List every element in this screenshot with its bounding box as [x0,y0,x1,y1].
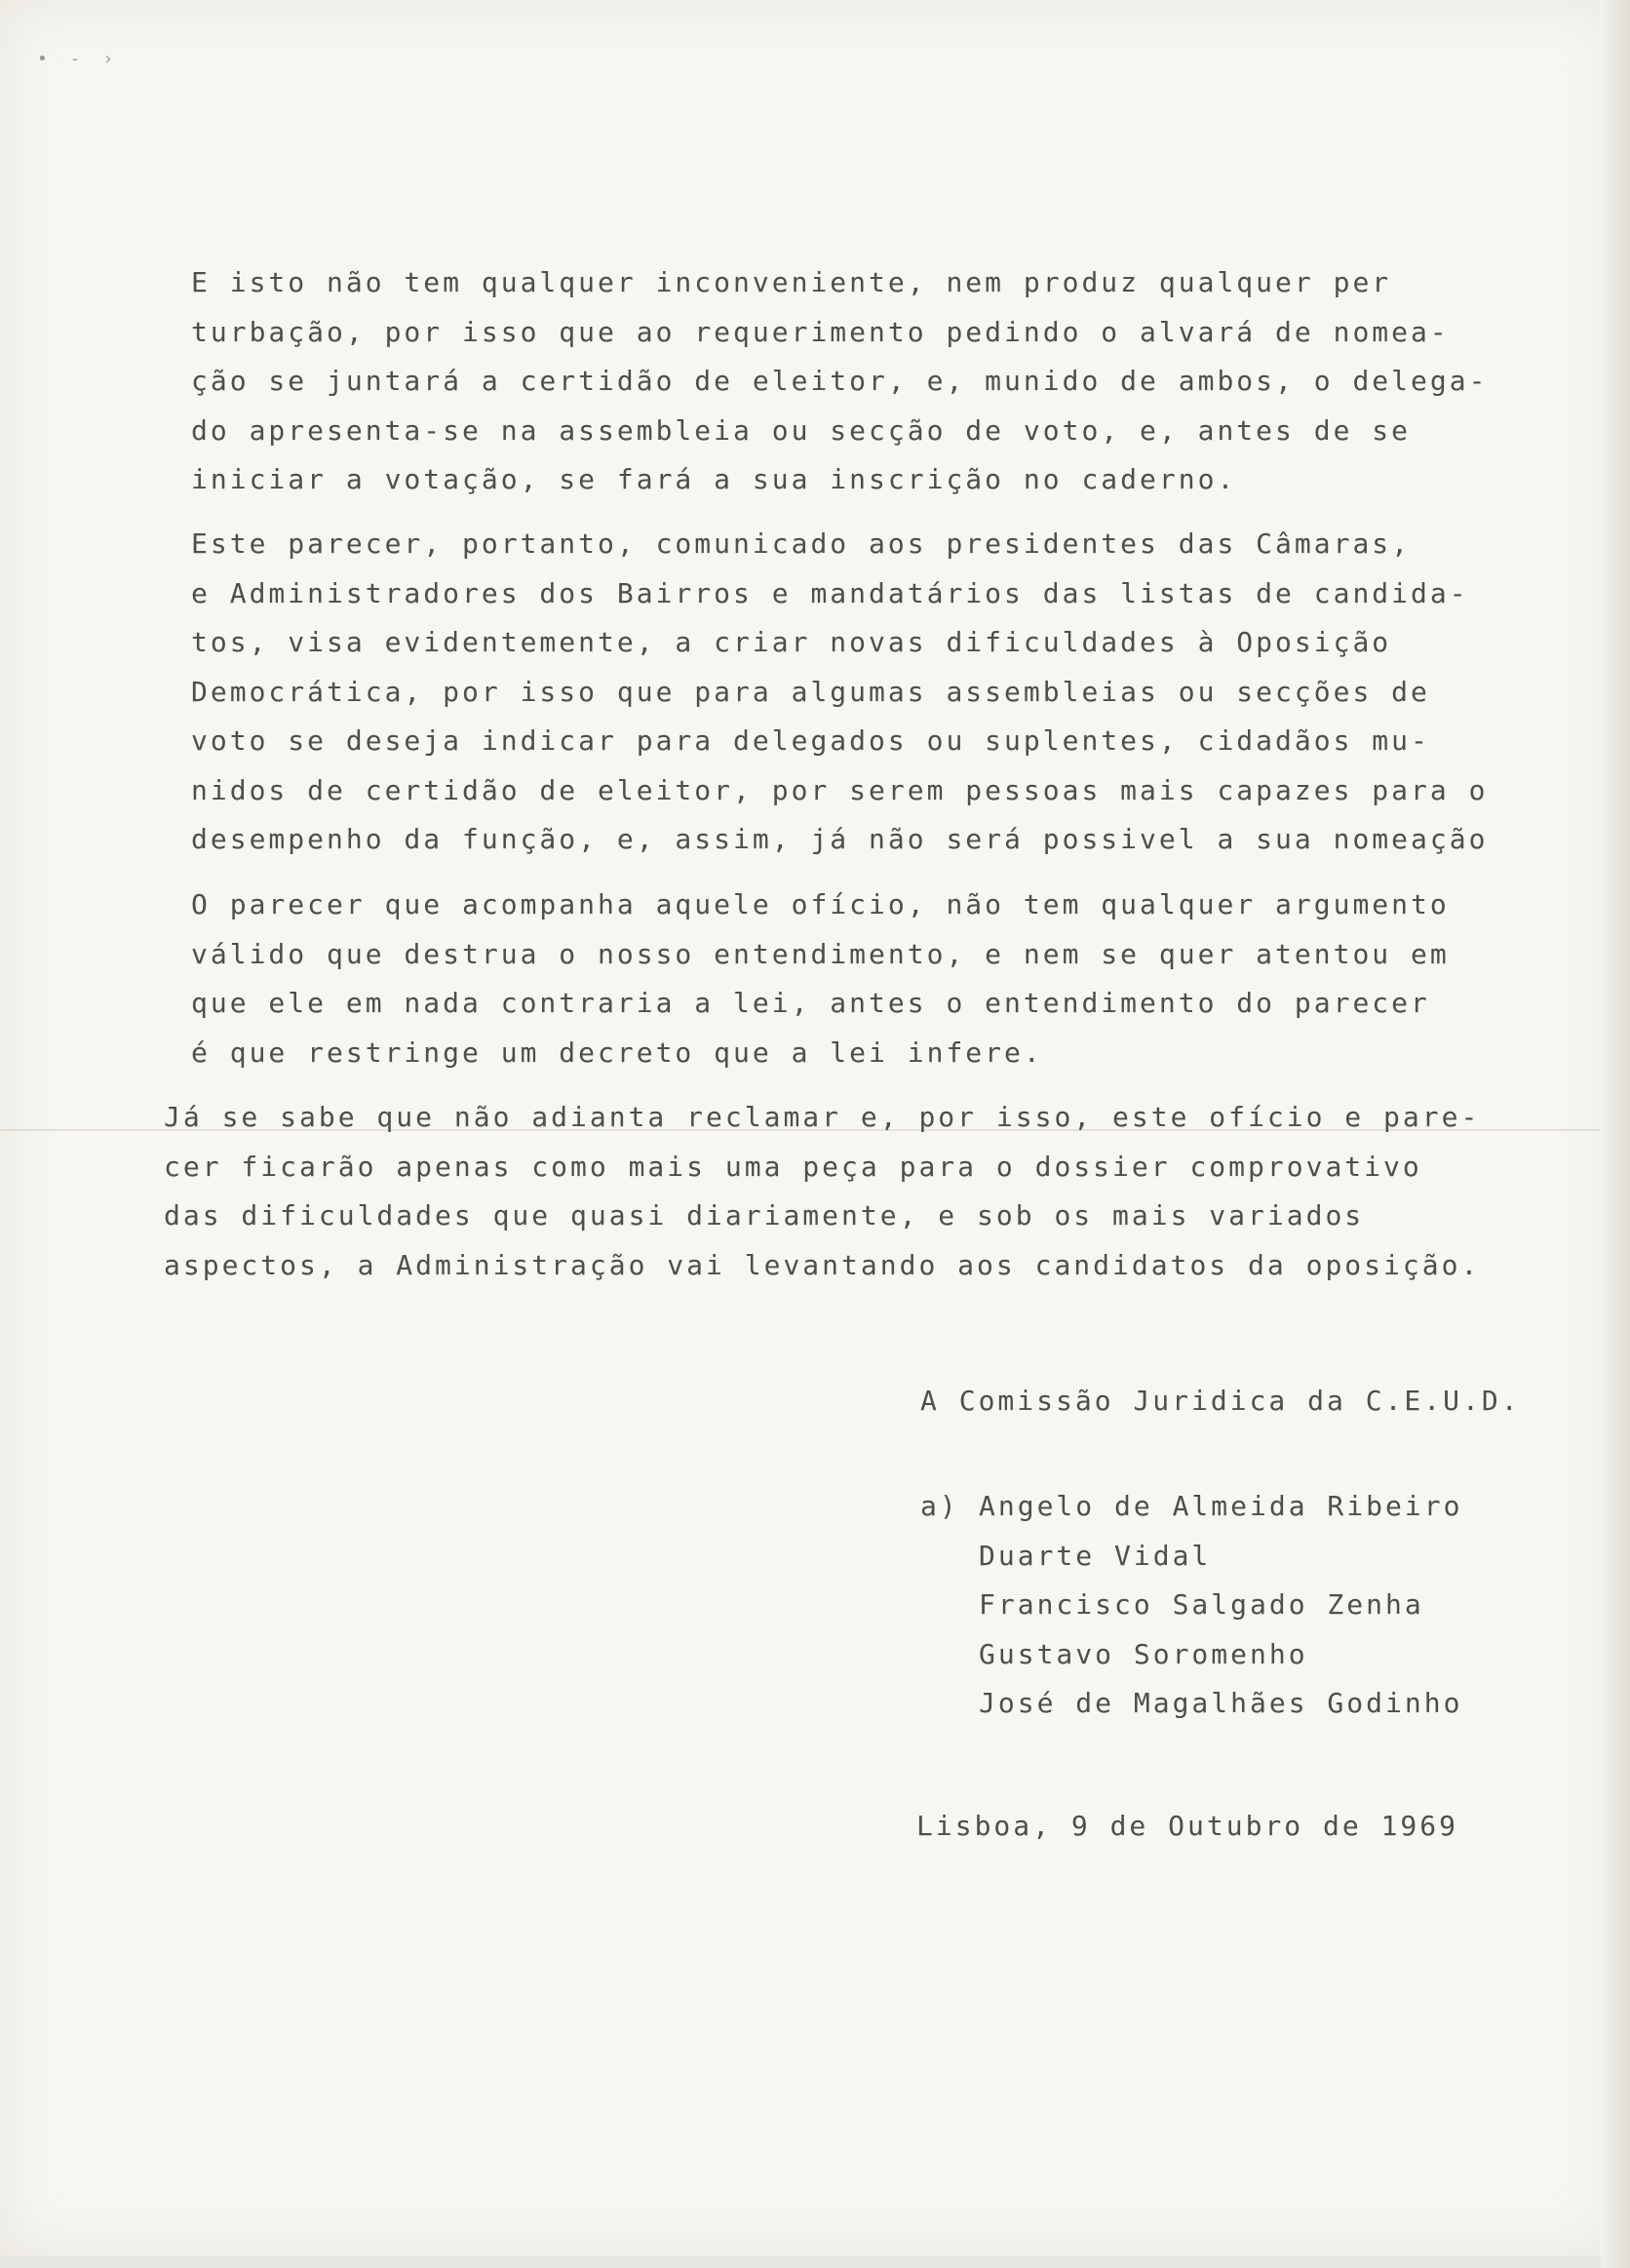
paragraph-3 [191,880,1450,1077]
paper-edge [1601,0,1630,2268]
text-line: ção se juntará a certidão de eleitor, e, munido de ambos, o delega- [191,365,1489,397]
text-line: é que restringe um decreto que a lei infere. [191,1036,1043,1069]
text-line: Este parecer, portanto, comunicado aos presidentes das Câmaras, [191,528,1412,560]
text-line: voto se deseja indicar para delegados ou suplentes, cidadãos mu- [191,724,1430,757]
signatory [920,1482,1462,1532]
signatory-name: Francisco Salgado Zenha [979,1588,1424,1621]
signatory-name: Angelo de Almeida Ribeiro [979,1490,1463,1522]
text-line: O parecer que acompanha aquele ofício, não tem qualquer argumento [191,888,1450,920]
signatories-list [920,1482,1462,1729]
signatory-name: Gustavo Soromenho [979,1637,1308,1670]
text-line: nidos de certidão de eleitor, por serem pessoas mais capazes para o [191,773,1489,806]
text-line: do apresenta-se na assembleia ou secção de voto, e, antes de se [191,413,1412,447]
text-line: Já se sabe que não adianta reclamar e, por isso, este ofício e pare- [164,1101,1481,1133]
paragraph-2 [191,520,1488,865]
paragraph-1 [191,258,1488,505]
signatory-name: Duarte Vidal [979,1539,1212,1572]
text-line: aspectos, a Administração vai levantando aos candidatos da oposição. [164,1248,1481,1281]
signatory [920,1679,1462,1729]
text-line: válido que destrua o nosso entendimento, e nem se quer atentou em [191,937,1450,970]
text-line: desempenho da função, e, assim, já não será possivel a sua nomeação [191,823,1489,855]
commission-title: A Comissão Juridica da C.E.U.D. [920,1385,1521,1417]
text-line: e Administradores dos Bairros e mandatários das listas de candida- [191,576,1469,609]
text-line: iniciar a votação, se fará a sua inscrição no caderno. [191,463,1237,495]
text-line: que ele em nada contraria a lei, antes o entendimento do parecer [191,987,1430,1019]
signatory-prefix: a) [920,1490,959,1522]
signatory-name: José de Magalhães Godinho [979,1687,1463,1719]
signatory [920,1532,1462,1582]
document-date: Lisboa, 9 de Outubro de 1969 [916,1810,1459,1842]
text-line: E isto não tem qualquer inconveniente, nem produz qualquer per [191,266,1392,298]
text-line: cer ficarão apenas como mais uma peça para o dossier comprovativo [164,1150,1422,1183]
signatory [920,1630,1462,1680]
text-line: Democrática, por isso que para algumas assembleias ou secções de [191,675,1430,708]
paragraph-4 [164,1093,1480,1290]
text-line: tos, visa evidentemente, a criar novas dificuldades à Oposição [191,626,1392,658]
text-line: das dificuldades que quasi diariamente, e sob os mais variados [164,1199,1365,1232]
text-line: turbação, por isso que ao requerimento pedindo o alvará de nomea- [191,315,1450,348]
signatory [920,1581,1462,1630]
corner-marks: • - › [37,49,120,69]
